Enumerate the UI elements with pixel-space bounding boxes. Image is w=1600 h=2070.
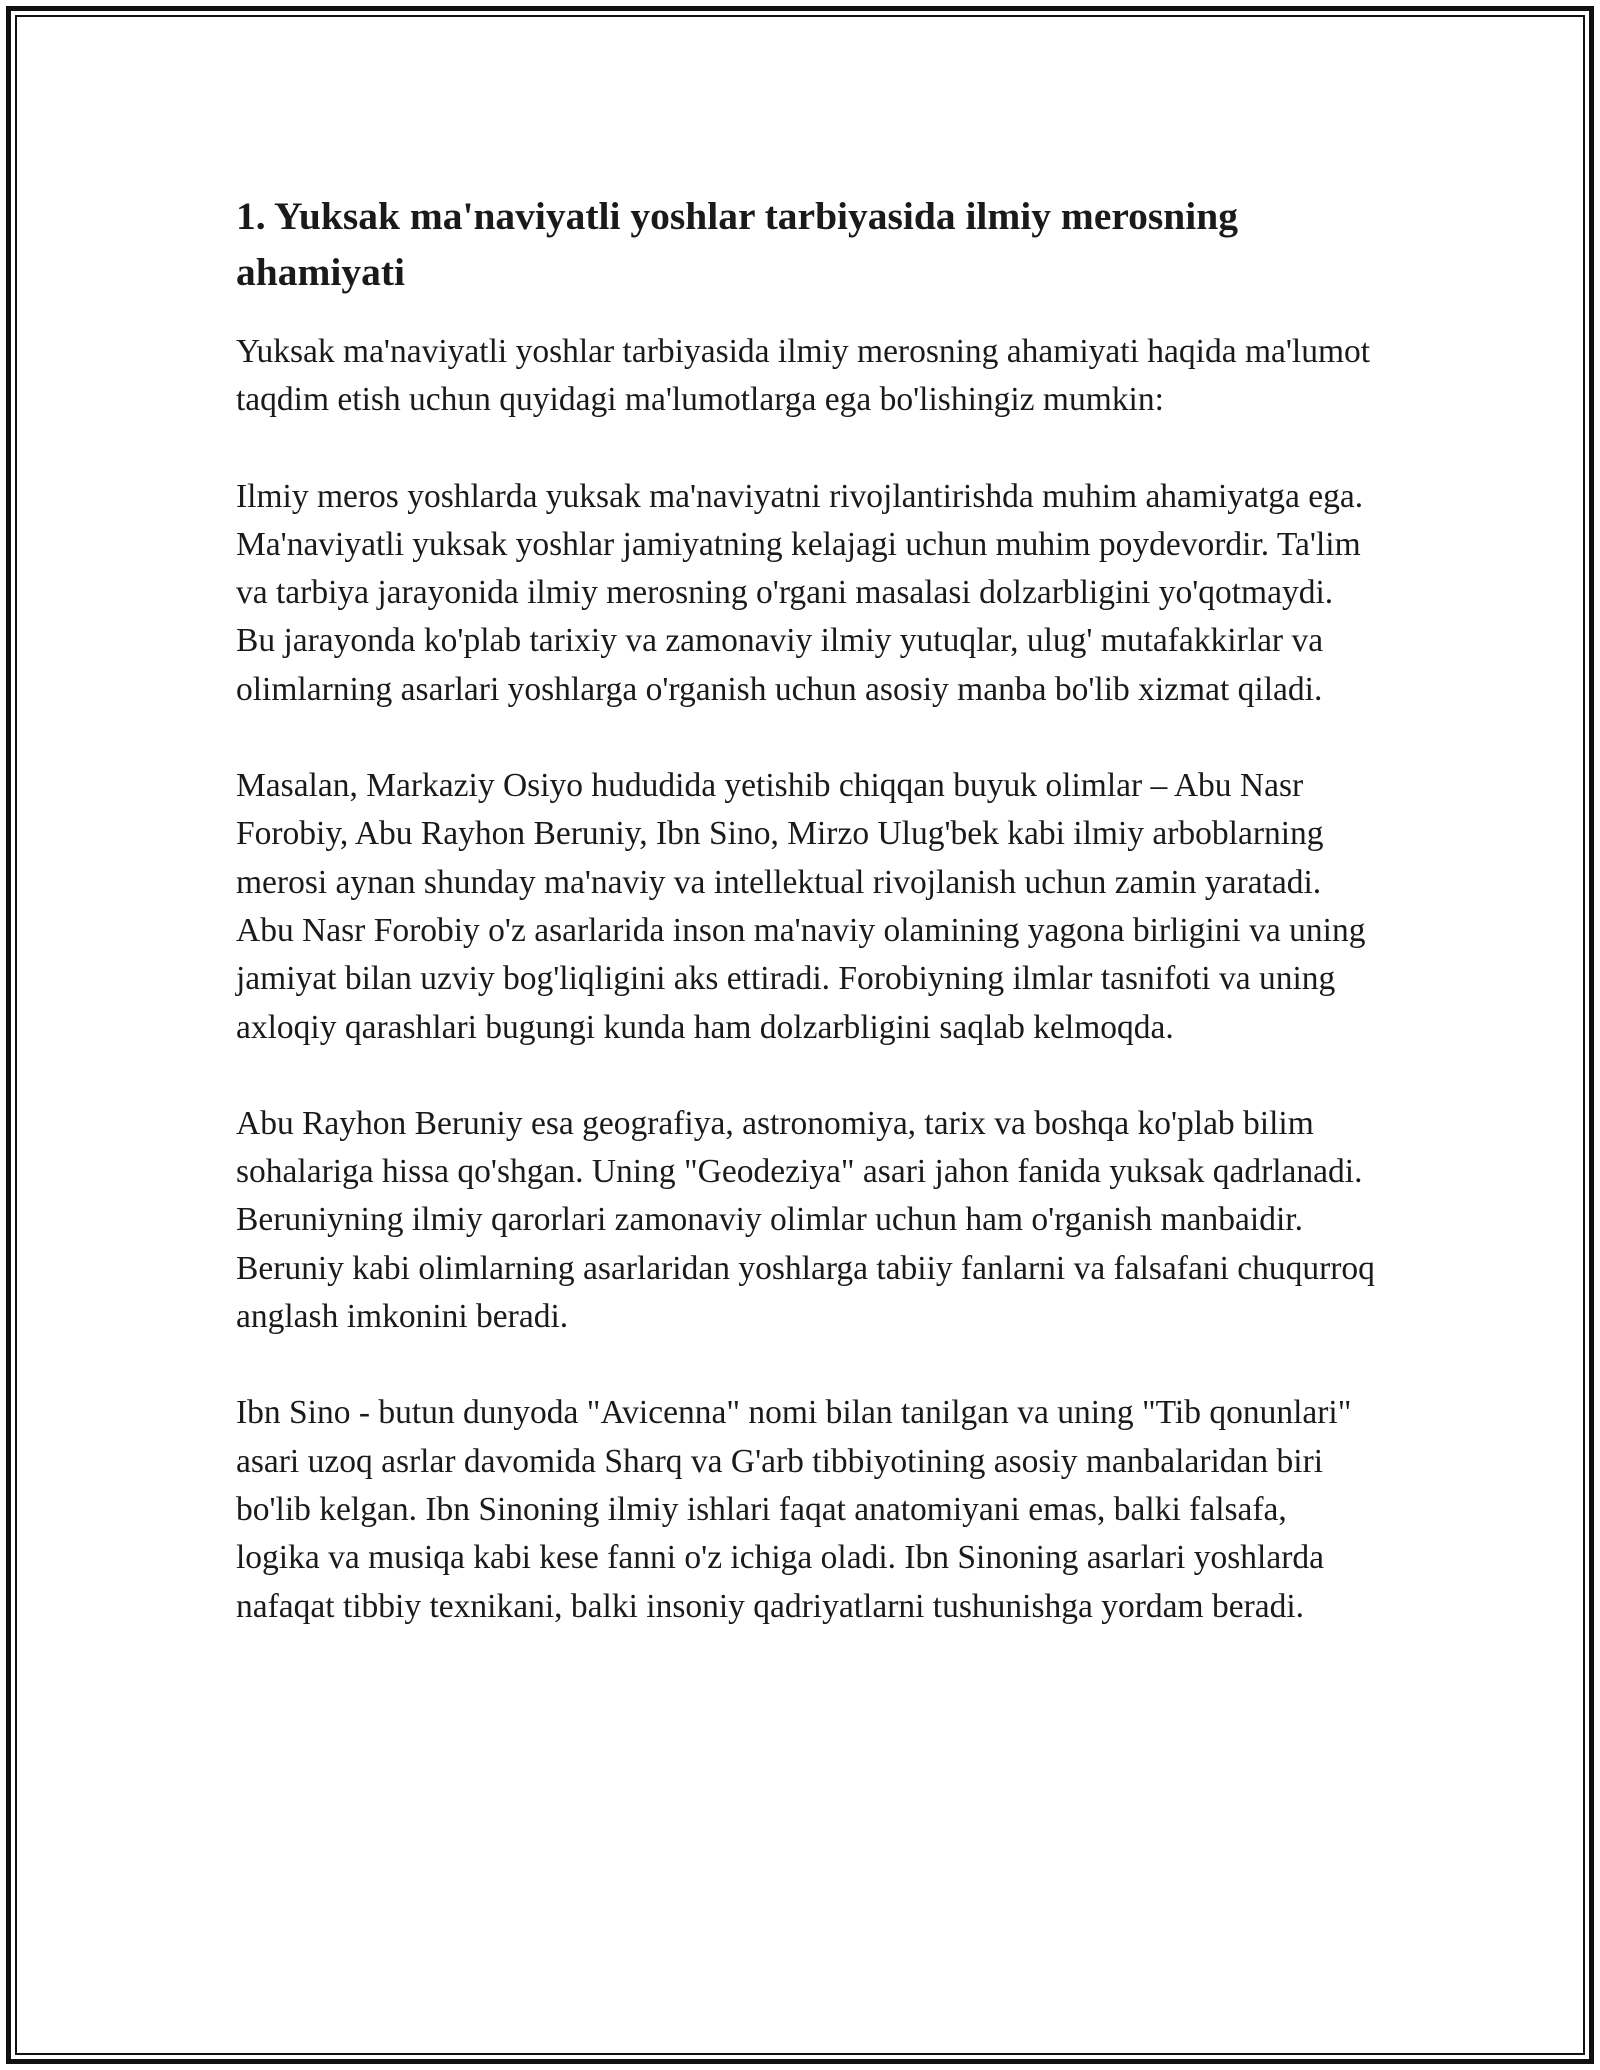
section-title: 1. Yuksak ma'naviyatli yoshlar tarbiyasida ilmiy merosning ahamiyati bbox=[236, 194, 1238, 294]
document-body bbox=[236, 188, 1376, 1631]
paragraph-intro: Yuksak ma'naviyatli yoshlar tarbiyasida ilmiy merosning ahamiyati haqida ma'lumot taqdim etish uchun quyidagi ma'lumotlarga ega bo'lishingiz mumkin: bbox=[236, 333, 1371, 419]
paragraph-ibn-sino: Ibn Sino - butun dunyoda "Avicenna" nomi bilan tanilgan va uning "Tib qonunlari" asari uzoq asrlar davomida Sharq va G'arb tibbiyotining asosiy manbalaridan biri bo'lib kelgan. Ibn Sinoning ilmiy ishlari faqat anatomiyani emas, balki falsafa, logika va musiqa kabi kese fanni o'z ichiga oladi. Ibn Sinoning asarlari yoshlarda nafaqat tibbiy texnikani, balki insoniy qadriyatlarni tushunishga yordam beradi. bbox=[236, 1394, 1352, 1625]
paragraph-beruniy: Abu Rayhon Beruniy esa geografiya, astronomiya, tarix va boshqa ko'plab bilim sohalariga hissa qo'shgan. Uning "Geodeziya" asari jahon fanida yuksak qadrlanadi. Beruniyning ilmiy qarorlari zamonaviy olimlar uchun ham o'rganish manbaidir. Beruniy kabi olimlarning asarlaridan yoshlarga tabiiy fanlarni va falsafani chuqurroq anglash imkonini beradi. bbox=[236, 1104, 1375, 1336]
paragraph-forobiy: Masalan, Markaziy Osiyo hududida yetishib chiqqan buyuk olimlar – Abu Nasr Forobiy, Abu Rayhon Beruniy, Ibn Sino, Mirzo Ulug'bek kabi ilmiy arboblarning merosi aynan shunday ma'naviy va intellektual rivojlanish uchun zamin yaratadi. Abu Nasr Forobiy o'z asarlarida inson ma'naviy olamining yagona birligini va uning jamiyat bilan uzviy bog'liqligini aks ettiradi. Forobiyning ilmlar tasnifoti va uning axloqiy qarashlari bugungi kunda ham dolzarbligini saqlab kelmoqda. bbox=[236, 767, 1366, 1046]
paragraph-ilmiy-meros: Ilmiy meros yoshlarda yuksak ma'naviyatni rivojlantirishda muhim ahamiyatga ega. Ma'naviyatli yuksak yoshlar jamiyatning kelajagi uchun muhim poydevordir. Ta'lim va tarbiya jarayonida ilmiy merosning o'rgani masalasi dolzarbligini yo'qotmaydi. Bu jarayonda ko'plab tarixiy va zamonaviy ilmiy yutuqlar, ulug' mutafakkirlar va olimlarning asarlari yoshlarga o'rganish uchun asosiy manba bo'lib xizmat qiladi. bbox=[236, 477, 1364, 708]
